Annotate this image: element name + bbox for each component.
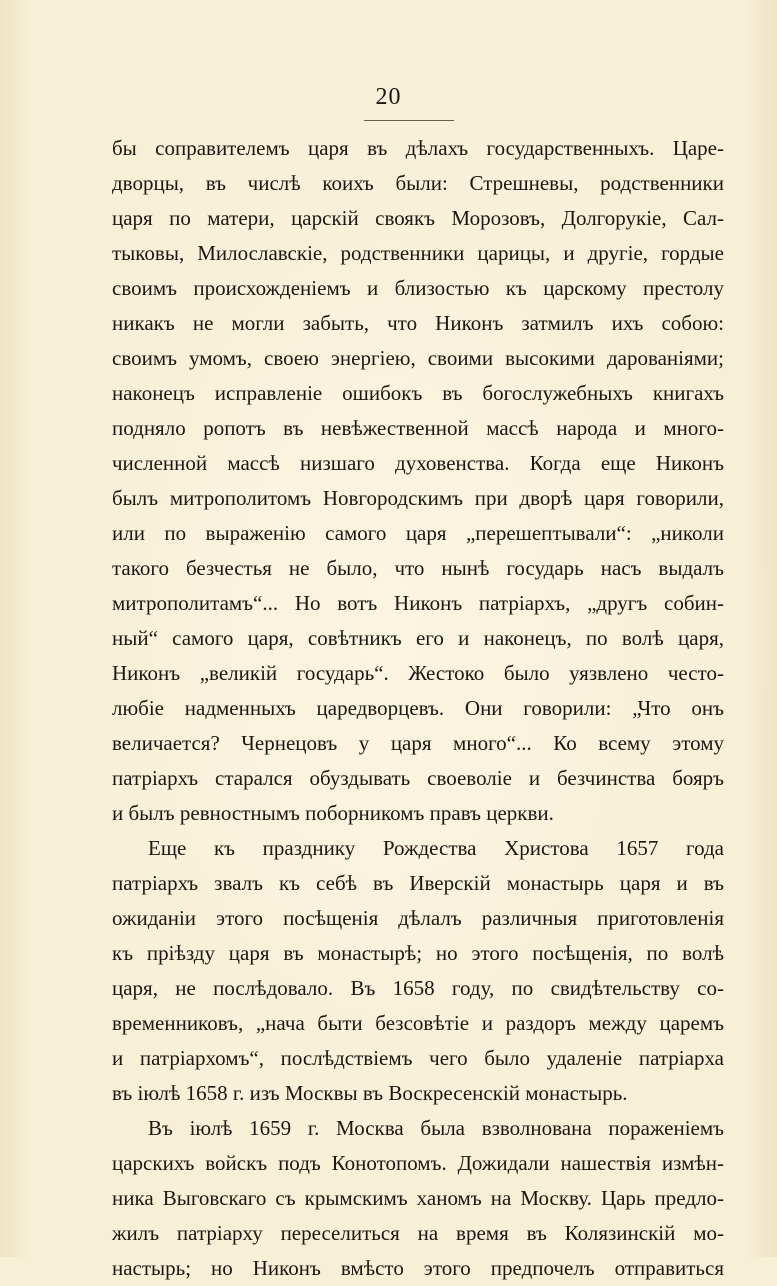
page-number: 20 [375,84,402,110]
paragraph-start-line: Еще къ празднику Рождества Христова 1657 года [148,836,724,860]
text-line: патріархъ старался обуздывать своеволіе и безчинства бояръ [112,766,724,790]
text-line: къ пріѣзду царя въ монастырѣ; но этого посѣщенія, по волѣ [112,941,724,965]
text-line: жилъ патріарху переселиться на время въ Колязинскій мо- [112,1221,724,1245]
text-line: своимъ умомъ, своею энергіею, своими высокими дарованіями; [112,346,724,370]
text-line: численной массѣ низшаго духовенства. Когда еще Никонъ [112,451,724,475]
text-line: царя, не послѣдовало. Въ 1658 году, по свидѣтельству со- [112,976,724,1000]
page-number-rule [364,120,454,121]
text-line: наконецъ исправленіе ошибокъ въ богослужебныхъ книгахъ [112,381,724,405]
text-line: ный“ самого царя, совѣтникъ его и наконецъ, по волѣ царя, [112,626,724,650]
text-line: царскихъ войскъ подъ Конотопомъ. Дожидали нашествія измѣн- [112,1151,724,1175]
text-line: такого безчестья не было, что нынѣ государь насъ выдалъ [112,556,724,580]
text-line: ожиданіи этого посѣщенія дѣлалъ различныя приготовленія [112,906,724,930]
text-line: бы соправителемъ царя въ дѣлахъ государственныхъ. Царе- [112,136,724,160]
text-line: и патріархомъ“, послѣдствіемъ чего было удаленіе патріарха [112,1046,724,1070]
paragraph-end-line: въ іюлѣ 1658 г. изъ Москвы въ Воскресенскій монастырь. [112,1081,628,1105]
text-line: подняло ропотъ въ невѣжественной массѣ народа и много- [112,416,724,440]
text-line: временниковъ, „нача быти безсовѣтіе и раздоръ между царемъ [112,1011,724,1035]
text-line: тыковы, Милославскіе, родственники царицы, и другіе, гордые [112,241,724,265]
text-line: или по выраженію самого царя „перешептывали“: „николи [112,521,724,545]
text-line: патріархъ звалъ къ себѣ въ Иверскій монастырь царя и въ [112,871,724,895]
text-line: настырь; но Никонъ вмѣсто этого предпочелъ отправиться [112,1256,724,1280]
text-line: ника Выговскаго съ крымскимъ ханомъ на Москву. Царь предло- [112,1186,724,1210]
text-line: царя по матери, царскій своякъ Морозовъ, Долгорукіе, Сал- [112,206,724,230]
paragraph-start-line: Въ іюлѣ 1659 г. Москва была взволнована пораженіемъ [148,1116,724,1140]
text-line: былъ митрополитомъ Новгородскимъ при дворѣ царя говорили, [112,486,724,510]
paragraph-end-line: и былъ ревностнымъ поборникомъ правъ церкви. [112,801,554,825]
text-line: любіе надменныхъ царедворцевъ. Они говорили: „Что онъ [112,696,724,720]
body-text [112,131,724,1286]
text-line: митрополитамъ“... Но вотъ Никонъ патріархъ, „другъ собин- [112,591,724,615]
text-line: дворцы, въ числѣ коихъ были: Стрешневы, родственники [112,171,724,195]
text-line: величается? Чернецовъ у царя много“... Ко всему этому [112,731,724,755]
text-line: никакъ не могли забыть, что Никонъ затмилъ ихъ собою: [112,311,724,335]
text-line: своимъ происхожденіемъ и близостью къ царскому престолу [112,276,724,300]
text-line: Никонъ „великій государь“. Жестоко было уязвлено често- [112,661,724,685]
